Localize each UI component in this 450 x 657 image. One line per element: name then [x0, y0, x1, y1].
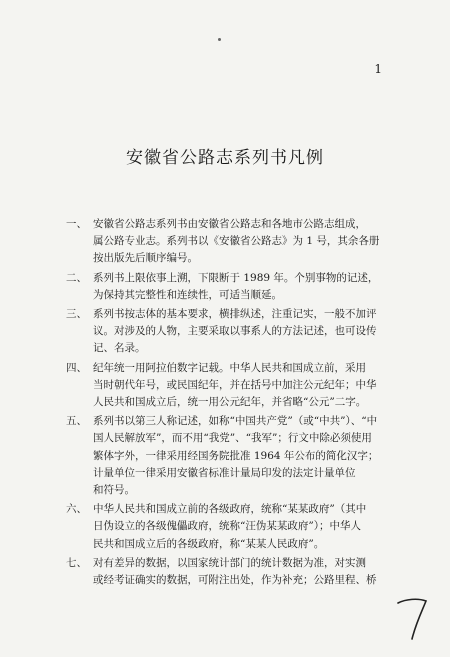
rule-text-line: 国人民解放军”，而不用“我党”、“我军”；行文中除必须使用: [93, 432, 372, 445]
rule-item: [66, 413, 396, 499]
scan-speck: [218, 38, 221, 41]
rule-text-line: 记、名录。: [93, 342, 146, 355]
rule-number: 六、: [66, 503, 87, 516]
rule-text-line: 为保持其完整性和连续性，可适当顺延。: [93, 288, 282, 301]
rule-text-line: 属公路专业志。系列书以《安徽省公路志》为 1 号，其余各册: [93, 235, 380, 248]
rule-number: 五、: [66, 415, 87, 428]
rule-number: 四、: [66, 361, 87, 374]
rule-text-line: 按出版先后顺序编号。: [93, 252, 198, 265]
rule-item: [66, 306, 396, 358]
rule-number: 一、: [66, 218, 87, 230]
rule-text-line: 议。对涉及的人物，主要采取以事系人的方法记述，也可设传: [93, 325, 377, 338]
rule-item: [66, 501, 396, 553]
rule-text-line: 系列书按志体的基本要求，横排纵述，注重记实，一般不加评: [93, 308, 377, 321]
rule-text-line: 当时朝代年号，或民国纪年，并在括号中加注公元纪年；中华: [93, 378, 377, 391]
rule-text-line: 中华人民共和国成立前的各级政府，统称“某某政府”（其中: [93, 503, 367, 516]
rule-text-line: 人民共和国成立后，统一用公元纪年，并省略“公元”二字。: [93, 396, 367, 409]
rule-text-line: 纪年统一用阿拉伯数字记载。中华人民共和国成立前，采用: [93, 361, 366, 374]
page-title: 安徽省公路志系列书凡例: [126, 148, 324, 168]
rule-item: [66, 555, 396, 589]
rule-text-line: 日伪设立的各级傀儡政府，统称“汪伪某某政府”）；中华人: [93, 520, 361, 533]
rule-number: 七、: [66, 556, 87, 569]
rule-number: 三、: [66, 308, 87, 321]
rule-text-line: 繁体字外，一律采用经国务院批准 1964 年公布的简化汉字；: [93, 449, 379, 462]
handwritten-mark: [392, 595, 432, 643]
rule-number: 二、: [66, 271, 87, 284]
rule-text-line: 或经考证确实的数据，可附注出处，作为补充；公路里程、桥: [93, 574, 377, 587]
rule-text-line: 安徽省公路志系列书由安徽省公路志和各地市公路志组成，: [93, 218, 366, 230]
page-number: 1: [374, 62, 382, 76]
rule-text-line: 和符号。: [93, 484, 135, 497]
rule-text-line: 系列书上限依事上溯，下限断于 1989 年。个别事物的记述，: [93, 271, 379, 284]
rule-text-line: 民共和国成立后的各级政府，称“某某人民政府”。: [93, 537, 325, 550]
rule-text-line: 对有差异的数据，以国家统计部门的统计数据为准，对实测: [93, 556, 366, 569]
rules-list: [66, 216, 396, 591]
rule-item: [66, 360, 396, 412]
rule-text-line: 系列书以第三人称记述，如称“中国共产党”（或“中共”）、“中: [93, 415, 378, 428]
rule-text-line: 计量单位一律采用安徽省标准计量局印发的法定计量单位: [93, 466, 356, 479]
rule-item: [66, 270, 396, 304]
rule-item: [66, 216, 396, 268]
